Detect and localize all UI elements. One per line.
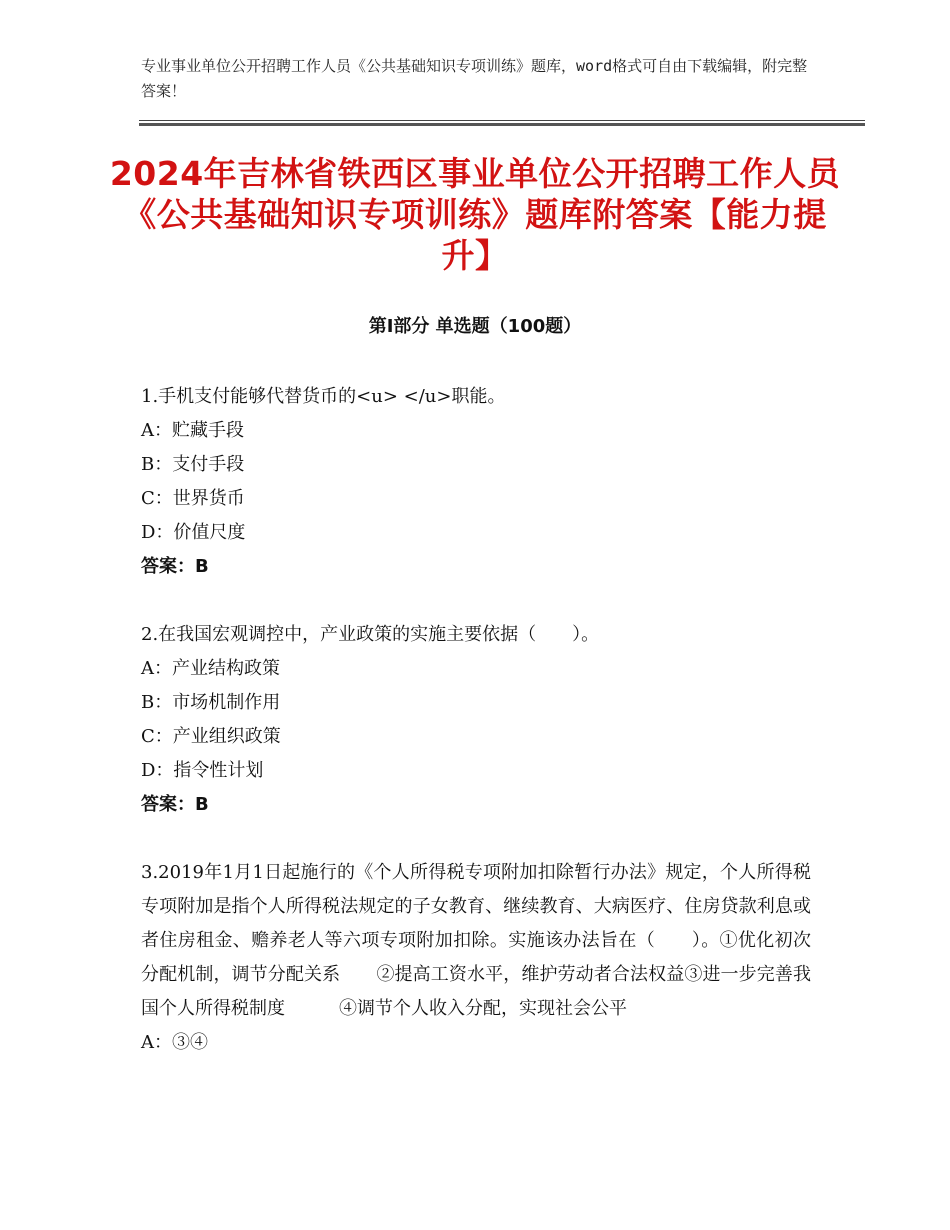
answer: 答案：B [141,556,209,577]
question-3 [141,856,811,1060]
document-title: 2024年吉林省铁西区事业单位公开招聘工作人员《公共基础知识专项训练》题库附答案【能力提升】 [109,154,841,275]
question-list [141,380,811,1094]
question-stem: 2.在我国宏观调控中，产业政策的实施主要依据（ ）。 [141,624,600,645]
option-b: B：支付手段 [141,454,245,475]
option-c: C：产业组织政策 [141,726,281,747]
question-2 [141,618,811,822]
option-b: B：市场机制作用 [141,692,281,713]
option-a: A：产业结构政策 [141,658,280,679]
header-divider [139,120,865,126]
answer: 答案：B [141,794,209,815]
header-note: 专业事业单位公开招聘工作人员《公共基础知识专项训练》题库，word格式可自由下载编辑，附完整答案！ [141,57,808,100]
question-stem: 3.2019年1月1日起施行的《个人所得税专项附加扣除暂行办法》规定，个人所得税专项附加是指个人所得税法规定的子女教育、继续教育、大病医疗、住房贷款利息或者住房租金、赡养老人等六项专项附加扣除。实施该办法旨在（ ）。①优化初次分配机制，调节分配关系 ②提高工资水平，维护劳动者合法权益③进一步完善我国个人所得税制度 ④调节个人收入分配，实现社会公平 [141,862,811,1019]
question-stem: 1.手机支付能够代替货币的<u> </u>职能。 [141,386,506,407]
option-a: A：贮藏手段 [141,420,244,441]
option-c: C：世界货币 [141,488,245,509]
option-d: D：价值尺度 [141,522,246,543]
question-1 [141,380,811,584]
divider-thin-line [139,120,865,121]
option-d: D：指令性计划 [141,760,264,781]
section-title: 第Ⅰ部分 单选题（100题） [368,316,582,337]
option-a: A：③④ [141,1032,208,1053]
divider-thick-line [139,123,865,126]
